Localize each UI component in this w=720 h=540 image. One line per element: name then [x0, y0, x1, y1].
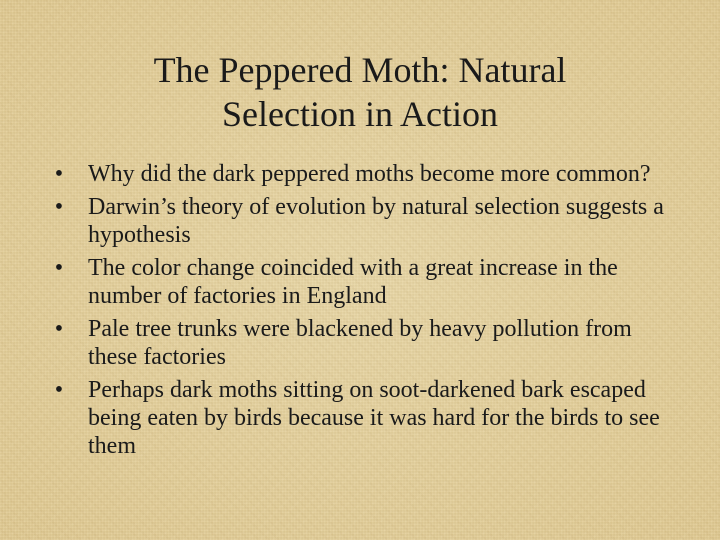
bullet-icon: • [54, 194, 64, 220]
slide-title-line-2: Selection in Action [222, 94, 498, 134]
bullet-item [30, 160, 680, 188]
bullet-item [30, 315, 680, 371]
bullet-text: Perhaps dark moths sitting on soot-darkened bark escaped being eaten by birds because it was hard for the birds to see them [88, 377, 660, 459]
bullet-icon: • [54, 377, 64, 403]
bullet-icon: • [54, 316, 64, 342]
bullet-icon: • [54, 161, 64, 187]
bullet-item [30, 376, 680, 460]
slide-title-line-1: The Peppered Moth: Natural [153, 50, 567, 90]
bullet-list [30, 160, 680, 465]
bullet-text: The color change coincided with a great increase in the number of factories in England [88, 255, 618, 309]
slide-title [60, 48, 660, 136]
bullet-text: Why did the dark peppered moths become more common? [88, 161, 651, 187]
bullet-icon: • [54, 255, 64, 281]
bullet-text: Darwin’s theory of evolution by natural selection suggests a hypothesis [88, 194, 664, 248]
bullet-item [30, 193, 680, 249]
bullet-text: Pale tree trunks were blackened by heavy pollution from these factories [88, 316, 632, 370]
bullet-item [30, 254, 680, 310]
